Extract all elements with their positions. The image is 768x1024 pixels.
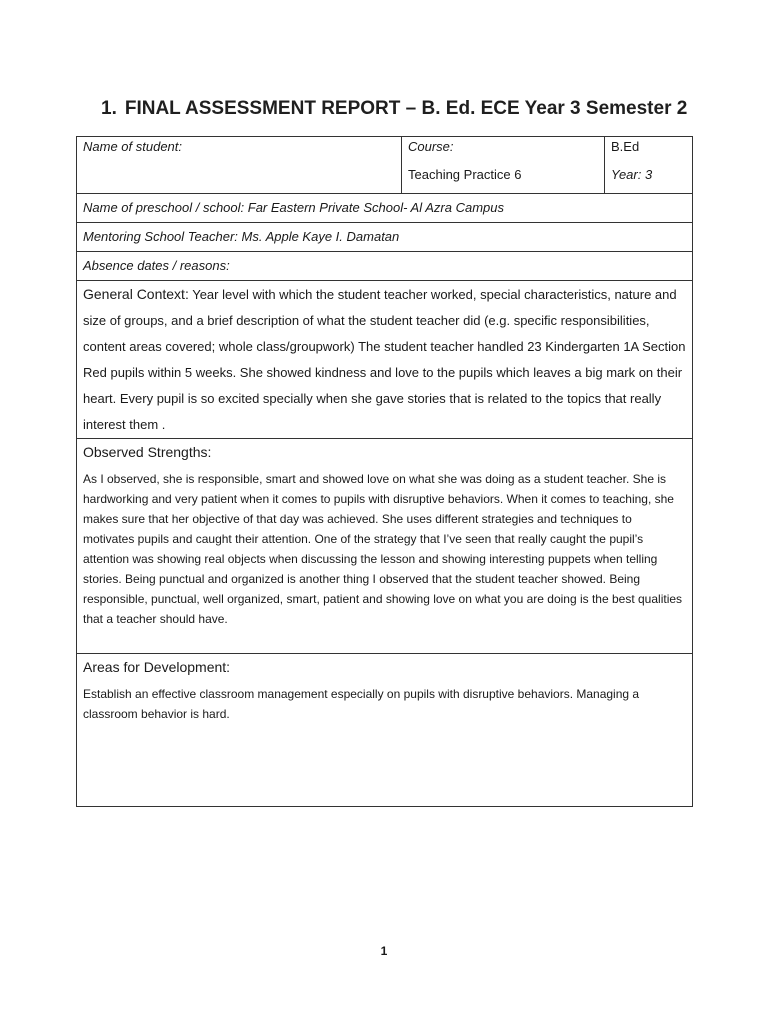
general-context-row [77,281,693,439]
school-name: Name of preschool / school: Far Eastern Private School- Al Azra Campus [83,200,504,215]
observed-strengths-row [77,439,693,654]
school-row [77,194,693,223]
mentor-row [77,223,693,252]
degree-label: B.Ed [611,139,640,154]
general-context-text: Year level with which the student teacher worked, special characteristics, nature and size of groups, and a brief description of what the student teacher did (e.g. specific responsibilities, content areas covered; whole class/groupwork) The student teacher handled 23 Kindergarten 1A Section Red pupils within 5 weeks. She showed kindness and love to the pupils which leaves a big mark on their heart. Every pupil is so excited specially when she gave stories that is related to the topics that really interest them . [83,287,686,432]
general-context [83,281,686,438]
student-name-label: Name of student: [83,139,182,154]
course-value: Teaching Practice 6 [408,167,522,182]
heading-title: FINAL ASSESSMENT REPORT – B. Ed. ECE Year 3 Semester 2 [124,98,688,119]
general-context-label: General Context: [83,286,189,302]
page-number: 1 [380,944,388,958]
observed-strengths-text: As I observed, she is responsible, smart and showed love on what she was doing as a student teacher. She is hardworking and very patient when it comes to pupils with disruptive behaviors. When it comes to teaching, she makes sure that her objective of that day was achieved. She uses different strategies and techniques to motivates pupils and caught their attention. One of the strategy that I’ve seen that really caught the pupil’s attention was showing real objects when discussing the lesson and showing interesting puppets when telling stories. Being punctual and organized is another thing I observed that the student teacher showed. Being responsible, punctual, well organized, smart, patient and showing love on what you are doing is the best qualities that a teacher should have. [83,472,683,626]
areas-development-label: Areas for Development: [83,659,231,675]
assessment-table [76,136,693,807]
areas-development-row [77,654,693,807]
course-cell [402,137,605,194]
absence-row [77,252,693,281]
year-label: Year: 3 [611,167,653,182]
areas-development-text: Establish an effective classroom management especially on pupils with disruptive behaviors. Managing a classroom behavior is hard. [83,687,640,721]
degree-cell [605,137,693,194]
course-label: Course: [408,139,454,154]
absence-label: Absence dates / reasons: [83,258,230,273]
student-name-cell [77,137,402,194]
mentor-name: Mentoring School Teacher: Ms. Apple Kaye I. Damatan [83,229,400,244]
heading-number: 1. [101,98,117,119]
observed-strengths-label: Observed Strengths: [83,444,212,460]
student-course-row [77,137,693,194]
page-title [101,98,687,120]
